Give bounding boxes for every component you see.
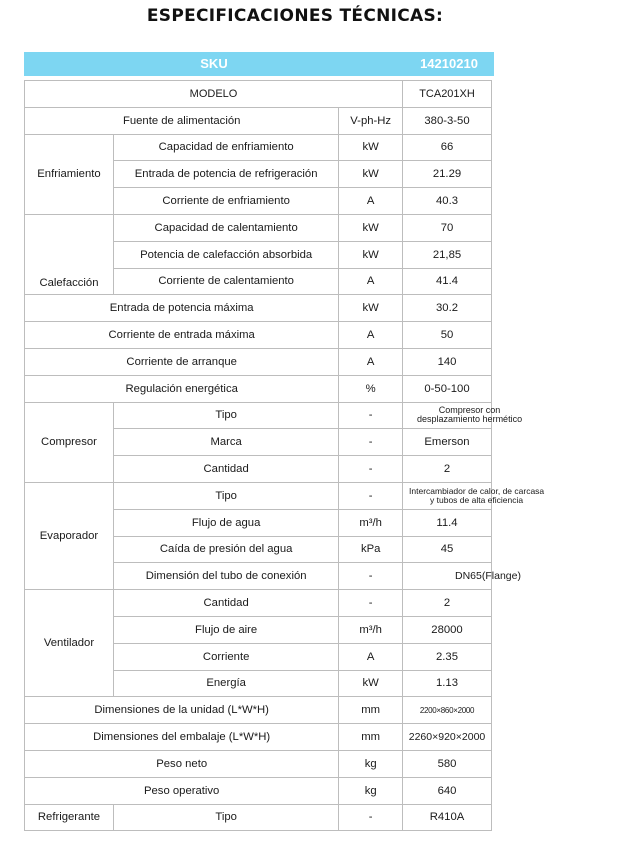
spec-value-text: DN65(Flange)	[455, 570, 521, 583]
spec-unit: -	[339, 429, 403, 456]
page-title: ESPECIFICACIONES TÉCNICAS:	[146, 6, 444, 26]
spec-value: 140	[403, 348, 492, 375]
spec-label: Fuente de alimentación	[25, 107, 339, 134]
spec-label: Cantidad	[113, 456, 338, 483]
spec-unit: mm	[339, 724, 403, 751]
spec-unit: kg	[339, 750, 403, 777]
group-label-ventilador: Ventilador	[25, 590, 114, 697]
spec-label: Tipo	[113, 402, 338, 429]
spec-unit: A	[339, 643, 403, 670]
spec-value: R410A	[403, 804, 492, 831]
spec-label: Dimensión del tubo de conexión	[113, 563, 338, 590]
spec-label: Entrada de potencia máxima	[25, 295, 339, 322]
spec-unit: kW	[339, 670, 403, 697]
table-row	[25, 750, 492, 777]
spec-unit: V-ph-Hz	[339, 107, 403, 134]
spec-label: Corriente de enfriamiento	[113, 188, 338, 215]
spec-value-multiline	[417, 406, 522, 424]
spec-value: 30.2	[403, 295, 492, 322]
spec-value-multiline	[409, 487, 544, 505]
spec-label: Dimensiones del embalaje (L*W*H)	[25, 724, 339, 751]
spec-unit: kW	[339, 214, 403, 241]
spec-value: 41.4	[403, 268, 492, 295]
spec-label: Capacidad de enfriamiento	[113, 134, 338, 161]
spec-label: Peso neto	[25, 750, 339, 777]
spec-label: Dimensiones de la unidad (L*W*H)	[25, 697, 339, 724]
spec-value: 2260×920×2000	[403, 724, 492, 751]
spec-unit: A	[339, 348, 403, 375]
spec-value: 580	[403, 750, 492, 777]
modelo-label: MODELO	[25, 81, 403, 108]
group-label-compresor: Compresor	[25, 402, 114, 482]
spec-value: 2	[403, 456, 492, 483]
spec-unit: mm	[339, 697, 403, 724]
spec-label: Flujo de aire	[113, 616, 338, 643]
spec-label: Corriente de arranque	[25, 348, 339, 375]
spec-value: 640	[403, 777, 492, 804]
table-row	[25, 777, 492, 804]
spec-label: Corriente	[113, 643, 338, 670]
table-row	[25, 107, 492, 134]
spec-unit: %	[339, 375, 403, 402]
table-row	[25, 590, 492, 617]
spec-unit: -	[339, 402, 403, 429]
spec-label: Marca	[113, 429, 338, 456]
table-row	[25, 295, 492, 322]
group-label-enfriamiento: Enfriamiento	[25, 134, 114, 214]
spec-unit: kW	[339, 161, 403, 188]
spec-unit: -	[339, 482, 403, 509]
table-row	[25, 724, 492, 751]
group-label-evaporador: Evaporador	[25, 482, 114, 589]
spec-unit: A	[339, 188, 403, 215]
table-row	[25, 348, 492, 375]
group-label-calefaccion: Calefacción	[25, 214, 114, 294]
spec-unit: kW	[339, 134, 403, 161]
group-label-refrigerante: Refrigerante	[25, 804, 114, 831]
table-row	[25, 402, 492, 429]
spec-value: 2200×860×2000	[403, 697, 492, 724]
spec-value: 66	[403, 134, 492, 161]
spec-value: 28000	[403, 616, 492, 643]
sku-header-bar	[24, 52, 494, 76]
spec-value	[403, 563, 521, 590]
spec-label: Tipo	[113, 804, 338, 831]
spec-unit: -	[339, 590, 403, 617]
spec-value: 45	[403, 536, 492, 563]
spec-unit: kPa	[339, 536, 403, 563]
spec-value: 0-50-100	[403, 375, 492, 402]
spec-value-line: y tubos de alta eficiencia	[430, 494, 524, 505]
spec-value: 1.13	[403, 670, 492, 697]
table-row	[25, 482, 492, 509]
spec-unit: m³/h	[339, 616, 403, 643]
spec-unit: -	[339, 804, 403, 831]
table-row	[25, 214, 492, 241]
spec-unit: A	[339, 268, 403, 295]
spec-value: 380-3-50	[403, 107, 492, 134]
spec-label: Entrada de potencia de refrigeración	[113, 161, 338, 188]
spec-label: Tipo	[113, 482, 338, 509]
spec-value: 70	[403, 214, 492, 241]
spec-label: Caída de presión del agua	[113, 536, 338, 563]
spec-value	[403, 482, 545, 509]
spec-value: 21.29	[403, 161, 492, 188]
table-row	[25, 804, 492, 831]
spec-value: 50	[403, 322, 492, 349]
spec-value: 2.35	[403, 643, 492, 670]
spec-value	[403, 402, 523, 429]
spec-label: Peso operativo	[25, 777, 339, 804]
spec-label: Corriente de calentamiento	[113, 268, 338, 295]
sku-value: 14210210	[420, 56, 478, 71]
spec-value: Emerson	[403, 429, 492, 456]
spec-unit: -	[339, 456, 403, 483]
table-row	[25, 322, 492, 349]
spec-value: 21,85	[403, 241, 492, 268]
table-row	[25, 375, 492, 402]
spec-value: 11.4	[403, 509, 492, 536]
spec-unit: -	[339, 563, 403, 590]
modelo-value: TCA201XH	[403, 81, 492, 108]
spec-label: Capacidad de calentamiento	[113, 214, 338, 241]
spec-value-line: desplazamiento hermético	[417, 414, 523, 425]
spec-unit: m³/h	[339, 509, 403, 536]
spec-label: Potencia de calefacción absorbida	[113, 241, 338, 268]
spec-unit: kW	[339, 295, 403, 322]
spec-label: Energía	[113, 670, 338, 697]
spec-label: Corriente de entrada máxima	[25, 322, 339, 349]
spec-unit: A	[339, 322, 403, 349]
table-row	[25, 134, 492, 161]
spec-label: Flujo de agua	[113, 509, 338, 536]
table-row	[25, 697, 492, 724]
specifications-table	[24, 80, 545, 831]
spec-unit: kg	[339, 777, 403, 804]
spec-value-line: Compresor con	[438, 405, 501, 416]
spec-value-line: Intercambiador de calor, de carcasa	[409, 485, 545, 496]
spec-label: Cantidad	[113, 590, 338, 617]
spec-unit: kW	[339, 241, 403, 268]
spec-value: 2	[403, 590, 492, 617]
sku-label: SKU	[200, 56, 228, 71]
spec-label: Regulación energética	[25, 375, 339, 402]
table-row	[25, 81, 492, 108]
spec-value: 40.3	[403, 188, 492, 215]
